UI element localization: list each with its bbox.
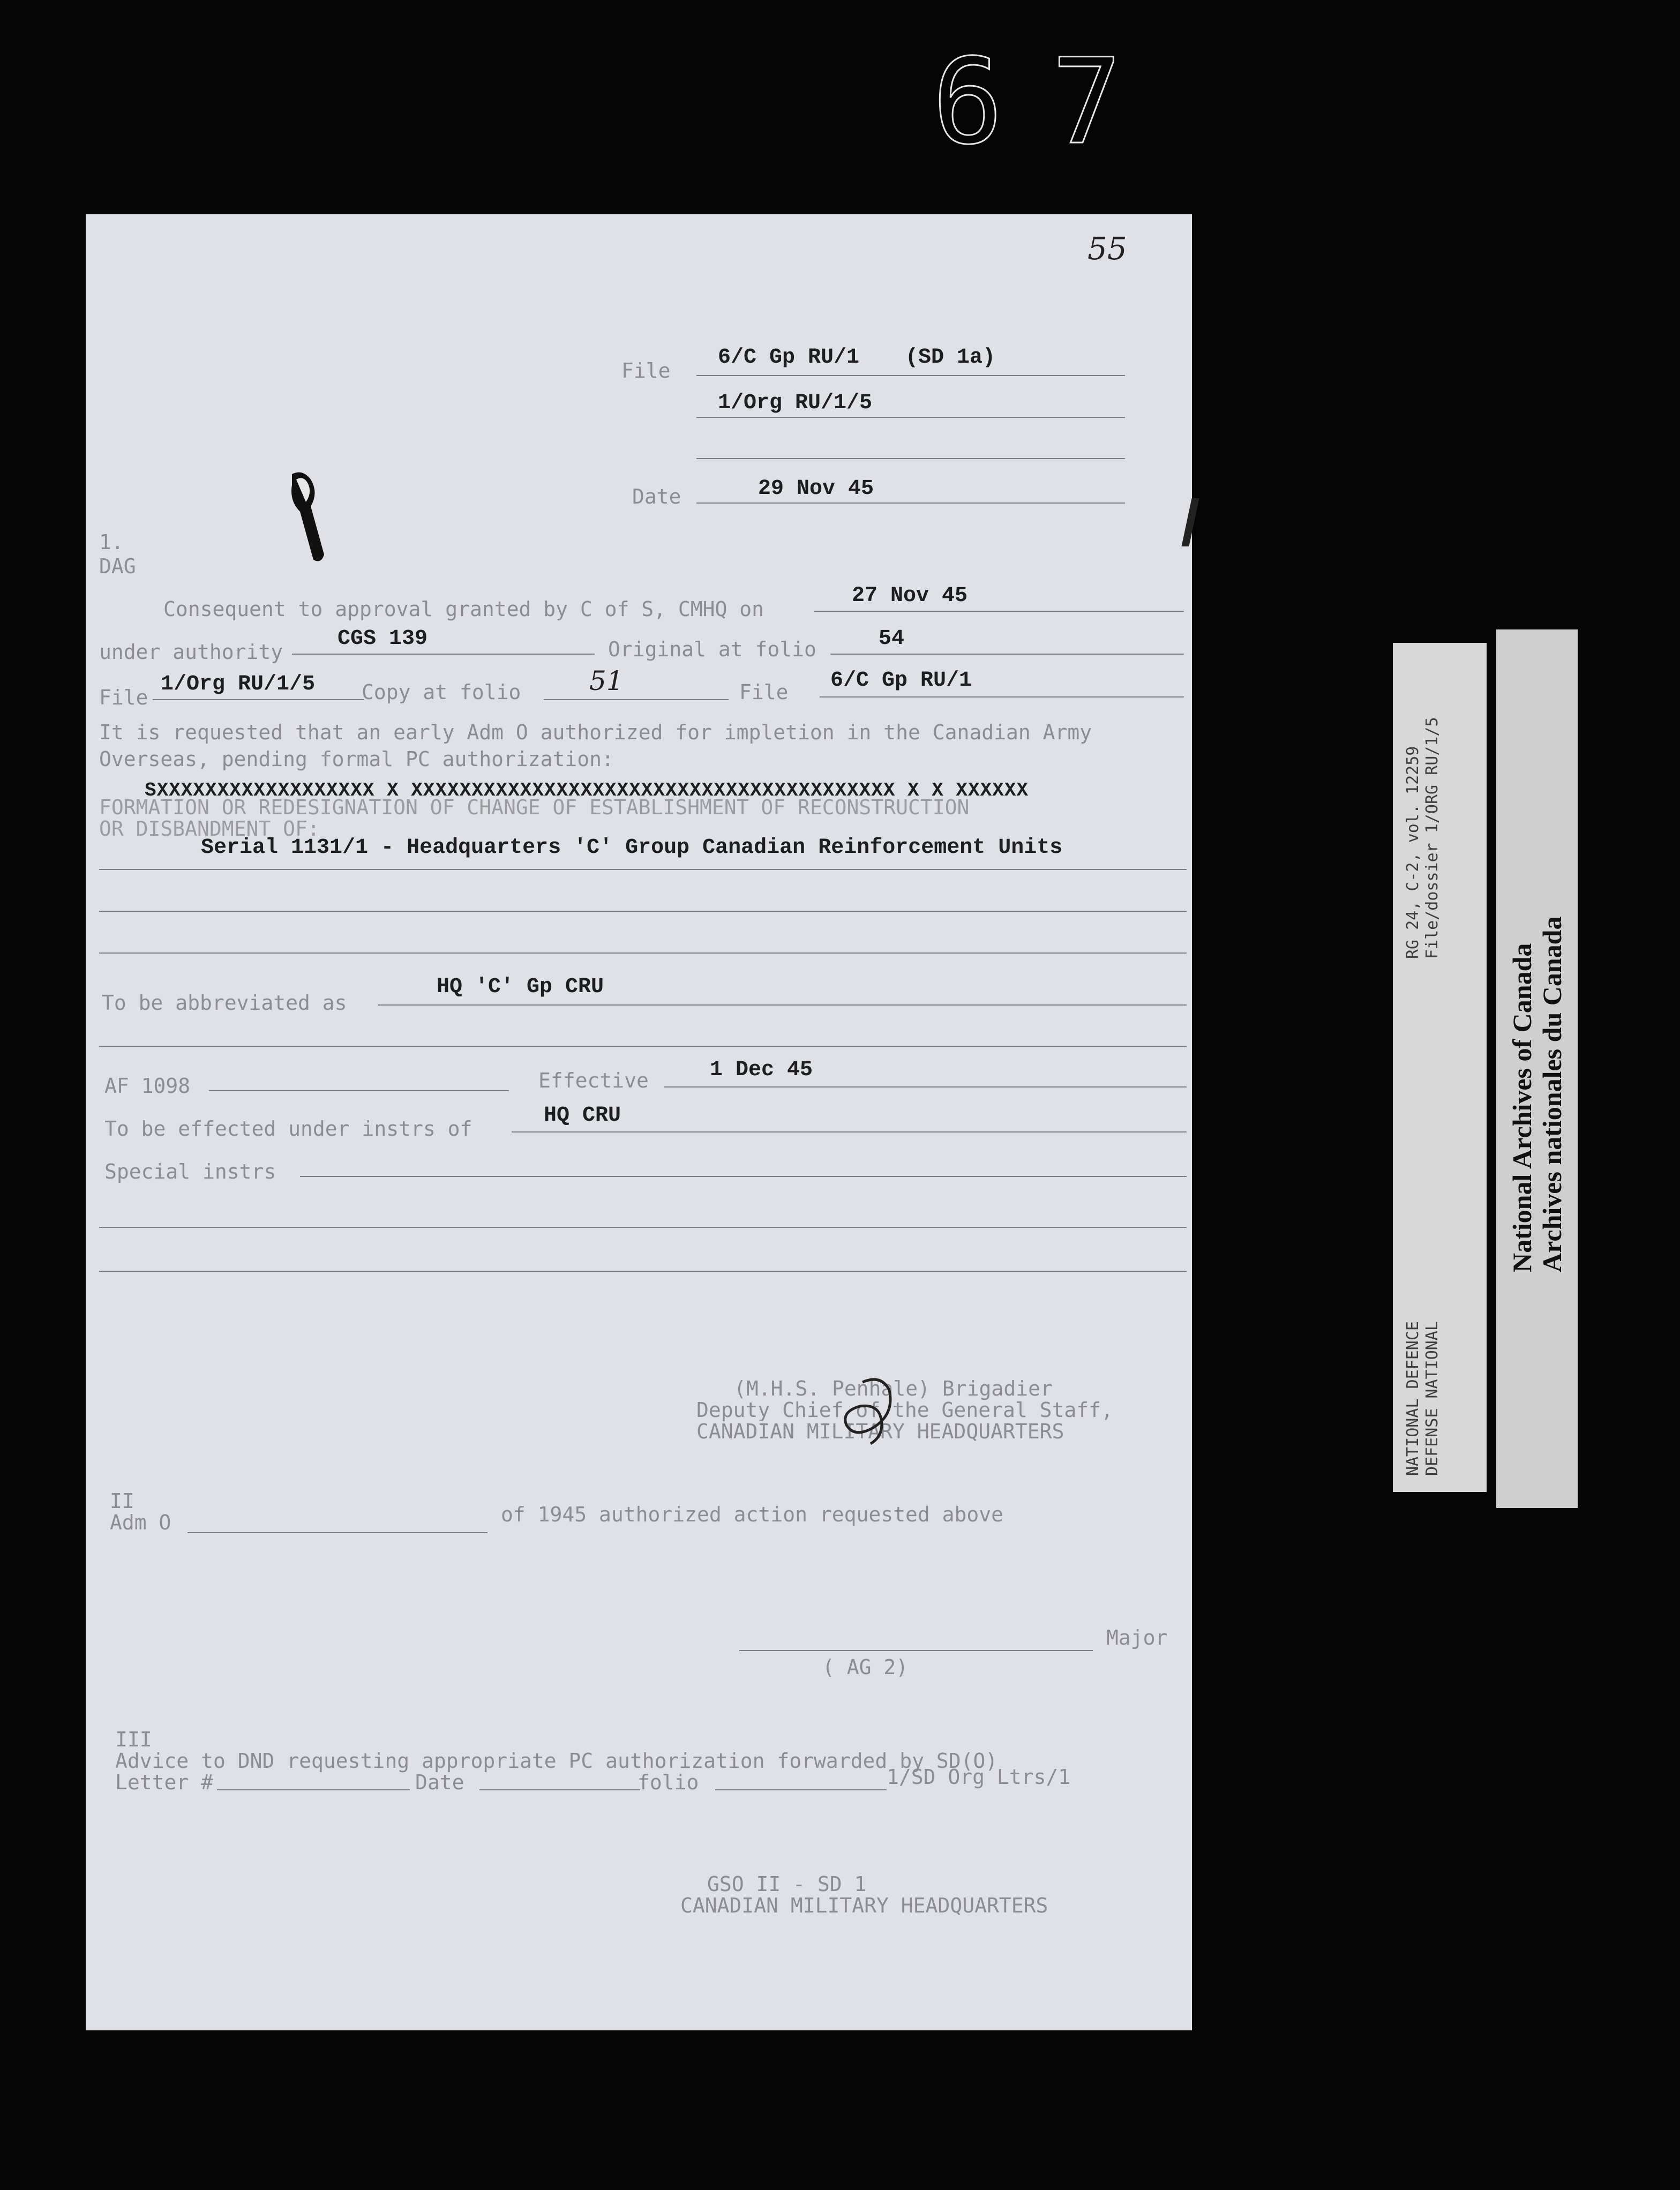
- archives-name-fr: Archives nationales du Canada: [1537, 916, 1567, 1272]
- frame-number: 67: [932, 33, 1171, 170]
- copy-folio-line: [544, 699, 729, 700]
- folio-line: [715, 1789, 887, 1790]
- copy-folio-value: 51: [589, 665, 624, 696]
- file-code: (SD 1a): [905, 346, 996, 370]
- archives-name-strip: [1496, 629, 1578, 1508]
- copy-folio-label: Copy at folio: [362, 680, 521, 704]
- blank-line-2: [99, 1227, 1187, 1228]
- blank-line-3: [99, 1271, 1187, 1272]
- effected-label: To be effected under instrs of: [104, 1117, 472, 1141]
- request-line-2: Overseas, pending formal PC authorization:: [99, 747, 614, 771]
- folio-label: folio: [638, 1771, 699, 1794]
- special-line: [300, 1176, 1187, 1177]
- effective-label: Effective: [538, 1069, 649, 1092]
- adm-text: of 1945 authorized action requested above: [501, 1503, 1003, 1526]
- document-date: 29 Nov 45: [758, 477, 874, 501]
- signatory-title: Deputy Chief of the General Staff,: [696, 1398, 1113, 1422]
- af-line: [209, 1090, 509, 1091]
- addressee: DAG: [99, 554, 136, 578]
- strike-through-x: SXXXXXXXXXXXXXXXXXX X XXXXXXXXXXXXXXXXXXXXXXXXXXXXXXXXXXXXXXXX X X XXXXXX: [145, 779, 1029, 801]
- authority-line: [292, 654, 595, 655]
- file-value-3: 6/C Gp RU/1: [830, 669, 972, 693]
- original-folio-value: 54: [879, 627, 905, 651]
- date-label-2: Date: [415, 1771, 464, 1794]
- section-2-number: II: [110, 1489, 134, 1513]
- effective-line: [664, 1086, 1187, 1088]
- handwritten-signature: [830, 1371, 911, 1446]
- handwritten-folio-number: 55: [1088, 230, 1127, 267]
- serial-line-3: [99, 952, 1187, 954]
- gso-title: GSO II - SD 1: [707, 1872, 867, 1896]
- section-3-number: III: [115, 1728, 152, 1751]
- file-line-1: [696, 375, 1125, 376]
- approval-date: 27 Nov 45: [852, 584, 968, 608]
- file-value-2: 1/Org RU/1/5: [161, 672, 316, 696]
- letter-label: Letter #: [115, 1771, 214, 1794]
- serial-line-2: [99, 911, 1187, 912]
- original-folio-line: [830, 654, 1184, 655]
- archive-ref-line-1: RG 24, C-2, vol. 12259: [1404, 746, 1422, 959]
- file-label-2: File: [99, 686, 148, 709]
- signatory-name: (M.H.S. Penhale) Brigadier: [734, 1377, 1053, 1400]
- document-page: [86, 214, 1192, 2030]
- effected-line: [512, 1131, 1187, 1132]
- serial-unit: Serial 1131/1 - Headquarters 'C' Group Canadian Reinforcement Units: [201, 836, 1063, 860]
- adm-line: [188, 1532, 488, 1533]
- file-value-3-line: [820, 696, 1184, 698]
- blank-line-1: [99, 1046, 1187, 1047]
- major-label: Major: [1106, 1626, 1168, 1649]
- file-ref-2: 1/Org RU/1/5: [718, 391, 873, 415]
- archive-reference-strip: [1393, 643, 1487, 1492]
- signatory-org: CANADIAN MILITARY HEADQUARTERS: [696, 1420, 1064, 1443]
- file-ref-1: 6/C Gp RU/1: [718, 346, 860, 370]
- special-label: Special instrs: [104, 1160, 276, 1183]
- major-signature-line: [739, 1650, 1093, 1651]
- struck-heading-2: OR DISBANDMENT OF:: [99, 817, 320, 841]
- date-line: [696, 502, 1125, 504]
- abbrev-line: [378, 1004, 1187, 1006]
- consequent-text: Consequent to approval granted by C of S, CMHQ on: [163, 597, 764, 621]
- date-label: Date: [632, 485, 681, 508]
- file-label-3: File: [739, 680, 789, 704]
- effective-date: 1 Dec 45: [710, 1058, 813, 1082]
- advice-text: Advice to DND requesting appropriate PC authorization forwarded by SD(O): [115, 1749, 998, 1773]
- effected-value: HQ CRU: [544, 1104, 621, 1128]
- authority-value: CGS 139: [338, 627, 428, 651]
- ag-label: ( AG 2): [822, 1655, 909, 1679]
- paper-clip-mark: [281, 469, 335, 565]
- file-value-2-line: [153, 699, 364, 700]
- letter-line: [217, 1789, 410, 1790]
- original-folio-label: Original at folio: [608, 638, 816, 661]
- abbrev-label: To be abbreviated as: [102, 991, 347, 1015]
- archives-name-en: National Archives of Canada: [1507, 943, 1537, 1272]
- org-letters-ref: 1/SD Org Ltrs/1: [887, 1765, 1071, 1789]
- abbrev-value: HQ 'C' Gp CRU: [437, 975, 604, 999]
- archive-ref-line-2: File/dossier 1/ORG RU/1/5: [1423, 717, 1442, 959]
- approval-date-line: [814, 611, 1184, 612]
- section-1-number: 1.: [99, 530, 124, 554]
- request-line-1: It is requested that an early Adm O authorized for impletion in the Canadian Army: [99, 721, 1092, 744]
- serial-line-1: [99, 869, 1187, 870]
- file-line-3: [696, 458, 1125, 459]
- file-line-2: [696, 417, 1125, 418]
- authority-label: under authority: [99, 640, 283, 664]
- file-label: File: [621, 359, 671, 382]
- department-line-1: NATIONAL DEFENCE: [1404, 1321, 1422, 1476]
- department-line-2: DEFENSE NATIONAL: [1423, 1321, 1442, 1476]
- gso-org: CANADIAN MILITARY HEADQUARTERS: [680, 1894, 1048, 1917]
- letter-date-line: [479, 1789, 640, 1790]
- adm-label: Adm O: [110, 1511, 171, 1534]
- struck-heading-1: FORMATION OR REDESIGNATION OF CHANGE OF ESTABLISHMENT OF RECONSTRUCTION: [99, 796, 970, 819]
- af-label: AF 1098: [104, 1074, 191, 1098]
